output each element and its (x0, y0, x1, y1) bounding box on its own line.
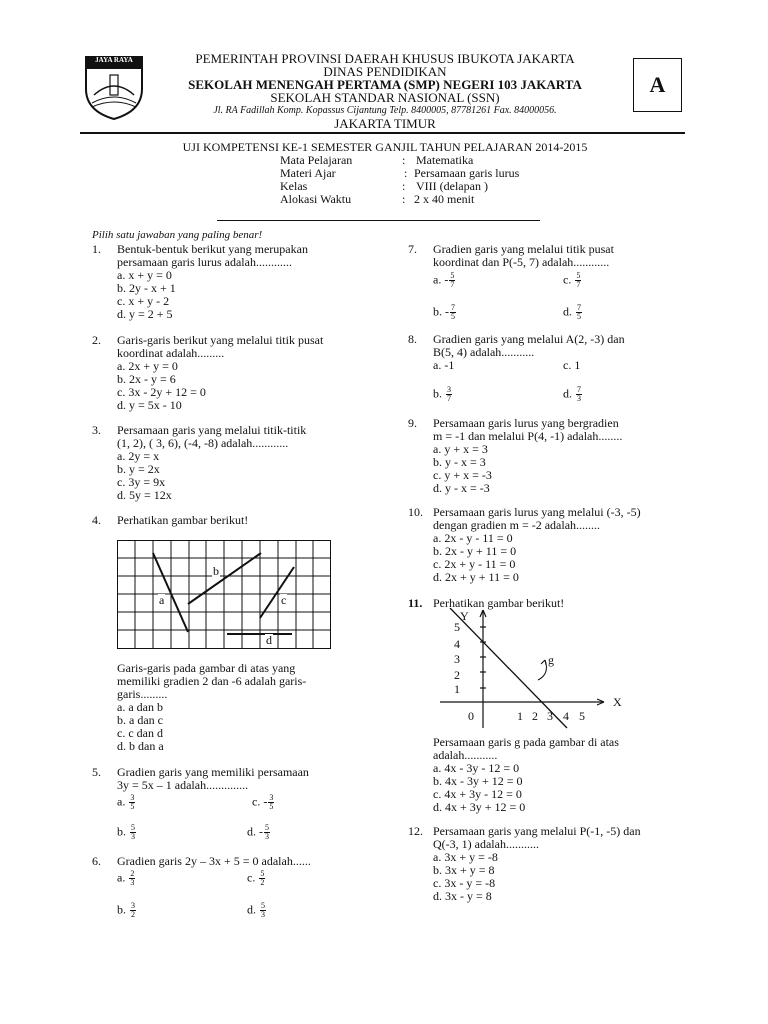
option-c[interactable]: c. 3x - y = -8 (433, 876, 496, 890)
option-d[interactable]: d. 5y = 12x (117, 488, 172, 502)
option-c[interactable]: c. 4x + 3y - 12 = 0 (433, 787, 522, 801)
option-c[interactable]: c. - $\frac{3}{5}$ (252, 793, 274, 811)
option-c[interactable]: c. $\frac{5}{2}$ (247, 869, 265, 887)
option-c[interactable]: c. c dan d (117, 726, 163, 740)
option-d[interactable]: d. 4x + 3y + 12 = 0 (433, 800, 526, 814)
option-c[interactable]: c. 3x - 2y + 12 = 0 (117, 385, 206, 399)
option-a[interactable]: a. x + y = 0 (117, 268, 172, 282)
option-b[interactable]: b. 2x - y + 11 = 0 (433, 544, 517, 558)
exam-info: Mata Pelajaran : Matematika Materi Ajar : Persamaan garis lurus Kelas : VIII (delapan ) Alokasi Waktu : 2 x 40 menit (280, 153, 520, 206)
y-tick: 4 (454, 637, 460, 651)
option-a[interactable]: a. a dan b (117, 700, 163, 714)
option-a[interactable]: a. 2x + y = 0 (117, 359, 178, 373)
option-c[interactable]: c. $\frac{5}{7}$ (563, 271, 581, 289)
coordinate-graph (432, 608, 632, 734)
label-b: b (213, 564, 219, 578)
option-d[interactable]: d. $\frac{7}{5}$ (563, 303, 581, 321)
y-axis-label: Y (460, 609, 469, 623)
option-c[interactable]: c. 2x + y - 11 = 0 (433, 557, 516, 571)
y-tick: 2 (454, 668, 460, 682)
header-divider (80, 132, 685, 134)
info-label: Kelas (280, 179, 308, 193)
option-c[interactable]: c. x + y - 2 (117, 294, 170, 308)
option-b[interactable]: b. 3x + y = 8 (433, 863, 495, 877)
option-b[interactable]: b. y = 2x (117, 462, 160, 476)
label-d: d (266, 633, 272, 647)
option-b[interactable]: b. $\frac{5}{3}$ (117, 823, 135, 841)
x-axis-label: X (613, 695, 622, 709)
option-a[interactable]: a. $\frac{3}{5}$ (117, 793, 135, 811)
x-tick: 3 (547, 709, 553, 723)
option-d[interactable]: d. $\frac{5}{3}$ (247, 901, 265, 919)
option-a[interactable]: a. 3x + y = -8 (433, 850, 498, 864)
instruction: Pilih satu jawaban yang paling benar! (92, 229, 263, 241)
version-box (633, 58, 682, 112)
option-b[interactable]: b. 2y - x + 1 (117, 281, 176, 295)
option-b[interactable]: b. a dan c (117, 713, 163, 727)
info-label: Materi Ajar (280, 166, 336, 180)
label-c: c (281, 593, 287, 607)
option-d[interactable]: d. y - x = -3 (433, 481, 490, 495)
option-d[interactable]: d. $\frac{7}{3}$ (563, 385, 581, 403)
option-d[interactable]: d. b dan a (117, 739, 164, 753)
option-a[interactable]: a. 4x - 3y - 12 = 0 (433, 761, 520, 775)
info-label: Alokasi Waktu (280, 192, 352, 206)
option-b[interactable]: b. $\frac{3}{2}$ (117, 901, 135, 919)
x-tick: 2 (532, 709, 538, 723)
option-a[interactable]: a. y + x = 3 (433, 442, 488, 456)
y-tick: 1 (454, 682, 460, 696)
option-b[interactable]: b. $\frac{3}{7}$ (433, 385, 451, 403)
option-b[interactable]: b. - $\frac{7}{5}$ (433, 303, 455, 321)
x-tick: 1 (517, 709, 523, 723)
option-a[interactable]: a. $\frac{2}{3}$ (117, 869, 135, 887)
label-a: a (159, 593, 165, 607)
header-line-3: SEKOLAH MENENGAH PERTAMA (SMP) NEGERI 103 JAKARTA (188, 77, 582, 92)
line-g-label: g (548, 653, 554, 667)
header-line-2: DINAS PENDIDIKAN (323, 64, 447, 79)
x-tick: 4 (563, 709, 569, 723)
header-line-4: SEKOLAH STANDAR NASIONAL (SSN) (270, 90, 500, 105)
option-a[interactable]: a. -1 (433, 358, 455, 372)
info-divider (217, 220, 540, 221)
option-a[interactable]: a. 2x - y - 11 = 0 (433, 531, 513, 545)
logo-text: JAYA RAYA (95, 56, 133, 64)
info-label: Mata Pelajaran (280, 153, 353, 167)
header-address: Jl. RA Fadillah Komp. Kopassus Cijantung Telp. 8400005, 87781261 Fax. 84000056. (213, 105, 557, 116)
header-line-1: PEMERINTAH PROVINSI DAERAH KHUSUS IBUKOTA JAKARTA (195, 51, 575, 66)
exam-title: UJI KOMPETENSI KE-1 SEMESTER GANJIL TAHUN PELAJARAN 2014-2015 (182, 140, 588, 154)
option-c[interactable]: c. y + x = -3 (433, 468, 492, 482)
option-b[interactable]: b. y - x = 3 (433, 455, 486, 469)
option-b[interactable]: b. 4x - 3y + 12 = 0 (433, 774, 523, 788)
x-tick: 0 (468, 709, 474, 723)
option-c[interactable]: c. 3y = 9x (117, 475, 166, 489)
header-line-5: JAKARTA TIMUR (334, 116, 436, 131)
option-c[interactable]: c. 1 (563, 358, 581, 372)
x-tick: 5 (579, 709, 585, 723)
option-b[interactable]: b. 2x - y = 6 (117, 372, 176, 386)
option-d[interactable]: d. y = 5x - 10 (117, 398, 182, 412)
school-logo (80, 53, 148, 121)
option-d[interactable]: d. 3x - y = 8 (433, 889, 492, 903)
grid-figure (117, 540, 331, 649)
version-letter: A (649, 72, 666, 97)
y-tick: 5 (454, 620, 460, 634)
option-d[interactable]: d. 2x + y + 11 = 0 (433, 570, 519, 584)
y-tick: 3 (454, 652, 460, 666)
option-a[interactable]: a. 2y = x (117, 449, 160, 463)
option-a[interactable]: a. - $\frac{5}{7}$ (433, 271, 455, 289)
line-segments-diagram (117, 540, 331, 649)
option-d[interactable]: d. y = 2 + 5 (117, 307, 173, 321)
option-d[interactable]: d. - $\frac{5}{3}$ (247, 823, 269, 841)
